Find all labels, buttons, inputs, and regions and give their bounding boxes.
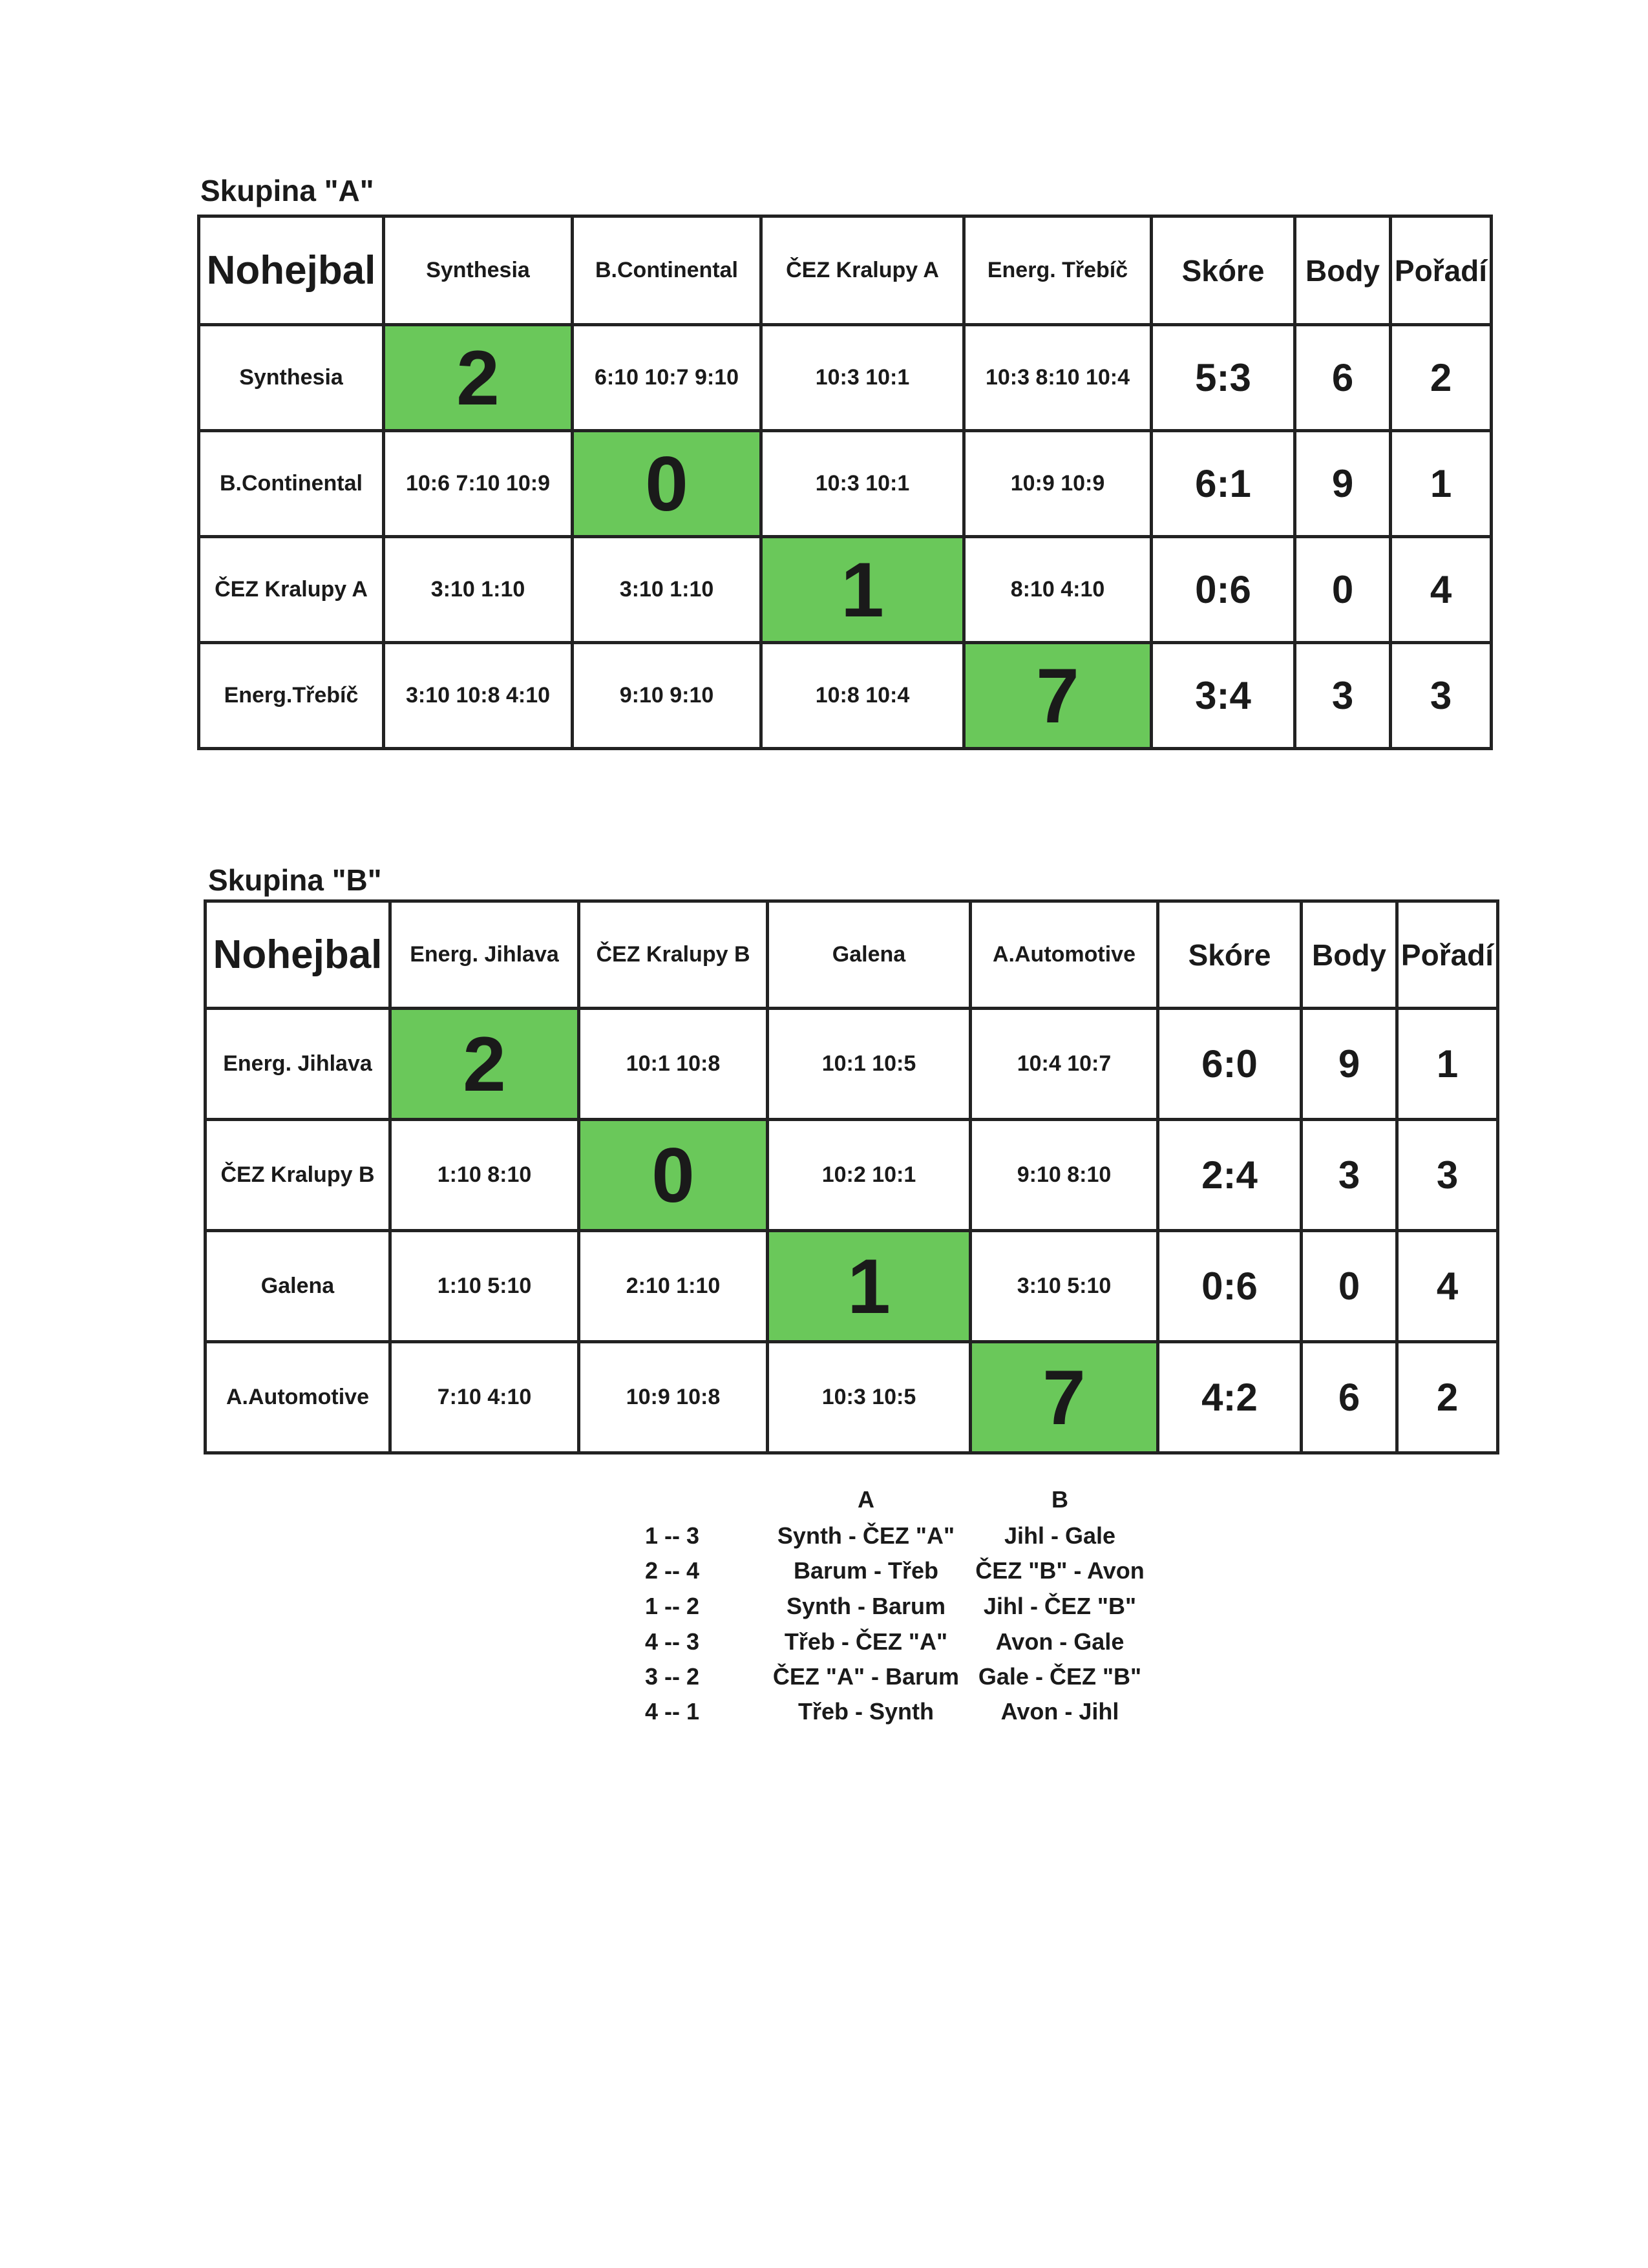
- rank-value: 4: [1391, 537, 1492, 643]
- match-result: 3:10 10:8 4:10: [384, 643, 573, 749]
- rank-header: Pořadí: [1391, 216, 1492, 325]
- diagonal-cell: 2: [384, 325, 573, 431]
- schedule-pair: 3 -- 2: [644, 1663, 700, 1690]
- score-value: 2:4: [1158, 1120, 1302, 1231]
- points-value: 0: [1295, 537, 1391, 643]
- group-b-title: Skupina "B": [208, 863, 382, 897]
- score-value: 0:6: [1152, 537, 1295, 643]
- diagonal-cell: 7: [964, 643, 1152, 749]
- match-result: 1:10 8:10: [390, 1120, 579, 1231]
- points-value: 3: [1295, 643, 1391, 749]
- diagonal-cell: 0: [573, 431, 761, 537]
- table-corner-label: Nohejbal: [206, 901, 390, 1009]
- match-result: 10:9 10:9: [964, 431, 1152, 537]
- schedule-pair: 4 -- 1: [644, 1698, 700, 1725]
- match-result: 10:2 10:1: [768, 1120, 971, 1231]
- diagonal-cell: 2: [390, 1009, 579, 1120]
- score-value: 0:6: [1158, 1231, 1302, 1342]
- points-header: Body: [1302, 901, 1397, 1009]
- column-header: ČEZ Kralupy B: [579, 901, 768, 1009]
- rank-value: 1: [1397, 1009, 1498, 1120]
- points-value: 6: [1295, 325, 1391, 431]
- column-header: A.Automotive: [971, 901, 1158, 1009]
- row-team: Synthesia: [199, 325, 384, 431]
- match-result: 10:9 10:8: [579, 1342, 768, 1453]
- schedule-match-a: Třeb - Synth: [798, 1698, 934, 1725]
- schedule-match-b: Jihl - ČEZ "B": [983, 1593, 1137, 1619]
- rank-header: Pořadí: [1397, 901, 1498, 1009]
- match-result: 3:10 1:10: [573, 537, 761, 643]
- diagonal-cell: 0: [579, 1120, 768, 1231]
- points-value: 3: [1302, 1120, 1397, 1231]
- rank-value: 4: [1397, 1231, 1498, 1342]
- match-result: 9:10 9:10: [573, 643, 761, 749]
- schedule-pair: 1 -- 3: [644, 1522, 700, 1549]
- match-result: 9:10 8:10: [971, 1120, 1158, 1231]
- match-result: 10:3 10:1: [761, 325, 964, 431]
- rank-value: 1: [1391, 431, 1492, 537]
- match-result: 10:4 10:7: [971, 1009, 1158, 1120]
- score-header: Skóre: [1152, 216, 1295, 325]
- row-team: ČEZ Kralupy B: [206, 1120, 390, 1231]
- match-result: 1:10 5:10: [390, 1231, 579, 1342]
- column-header: Energ. Třebíč: [964, 216, 1152, 325]
- row-team: B.Continental: [199, 431, 384, 537]
- points-value: 9: [1302, 1009, 1397, 1120]
- match-result: 10:1 10:5: [768, 1009, 971, 1120]
- schedule-pair: 1 -- 2: [644, 1593, 700, 1619]
- group-a-title: Skupina "A": [200, 174, 374, 207]
- schedule-match-b: Avon - Gale: [995, 1628, 1125, 1655]
- schedule-match-b: Avon - Jihl: [1000, 1698, 1119, 1725]
- match-result: 8:10 4:10: [964, 537, 1152, 643]
- schedule-header-a: A: [858, 1486, 874, 1513]
- row-team: A.Automotive: [206, 1342, 390, 1453]
- column-header: Synthesia: [384, 216, 573, 325]
- rank-value: 3: [1397, 1120, 1498, 1231]
- score-value: 5:3: [1152, 325, 1295, 431]
- points-header: Body: [1295, 216, 1391, 325]
- match-result: 10:6 7:10 10:9: [384, 431, 573, 537]
- schedule-header-b: B: [1051, 1486, 1068, 1513]
- schedule-match-b: Jihl - Gale: [1004, 1522, 1116, 1549]
- diagonal-cell: 1: [761, 537, 964, 643]
- match-result: 2:10 1:10: [579, 1231, 768, 1342]
- schedule-match-b: ČEZ "B" - Avon: [975, 1557, 1145, 1584]
- points-value: 6: [1302, 1342, 1397, 1453]
- diagonal-cell: 1: [768, 1231, 971, 1342]
- match-result: 3:10 1:10: [384, 537, 573, 643]
- rank-value: 2: [1397, 1342, 1498, 1453]
- row-team: Energ. Jihlava: [206, 1009, 390, 1120]
- column-header: B.Continental: [573, 216, 761, 325]
- rank-value: 2: [1391, 325, 1492, 431]
- column-header: Galena: [768, 901, 971, 1009]
- score-value: 4:2: [1158, 1342, 1302, 1453]
- match-result: 10:1 10:8: [579, 1009, 768, 1120]
- match-result: 10:3 10:5: [768, 1342, 971, 1453]
- schedule-match-b: Gale - ČEZ "B": [978, 1663, 1142, 1690]
- schedule-pair: 4 -- 3: [644, 1628, 700, 1655]
- column-header: Energ. Jihlava: [390, 901, 579, 1009]
- points-value: 0: [1302, 1231, 1397, 1342]
- match-result: 10:8 10:4: [761, 643, 964, 749]
- table-corner-label: Nohejbal: [199, 216, 384, 325]
- match-result: 10:3 10:1: [761, 431, 964, 537]
- rank-value: 3: [1391, 643, 1492, 749]
- match-result: 6:10 10:7 9:10: [573, 325, 761, 431]
- match-result: 10:3 8:10 10:4: [964, 325, 1152, 431]
- score-value: 6:0: [1158, 1009, 1302, 1120]
- score-value: 3:4: [1152, 643, 1295, 749]
- schedule-match-a: Synth - ČEZ "A": [777, 1522, 955, 1549]
- schedule-match-a: ČEZ "A" - Barum: [772, 1663, 960, 1690]
- diagonal-cell: 7: [971, 1342, 1158, 1453]
- schedule-match-a: Třeb - ČEZ "A": [784, 1628, 948, 1655]
- points-value: 9: [1295, 431, 1391, 537]
- schedule-pair: 2 -- 4: [644, 1557, 700, 1584]
- schedule-match-a: Synth - Barum: [786, 1593, 946, 1619]
- row-team: ČEZ Kralupy A: [199, 537, 384, 643]
- column-header: ČEZ Kralupy A: [761, 216, 964, 325]
- schedule-match-a: Barum - Třeb: [793, 1557, 939, 1584]
- row-team: Energ.Třebíč: [199, 643, 384, 749]
- match-result: 7:10 4:10: [390, 1342, 579, 1453]
- match-result: 3:10 5:10: [971, 1231, 1158, 1342]
- score-header: Skóre: [1158, 901, 1302, 1009]
- row-team: Galena: [206, 1231, 390, 1342]
- score-value: 6:1: [1152, 431, 1295, 537]
